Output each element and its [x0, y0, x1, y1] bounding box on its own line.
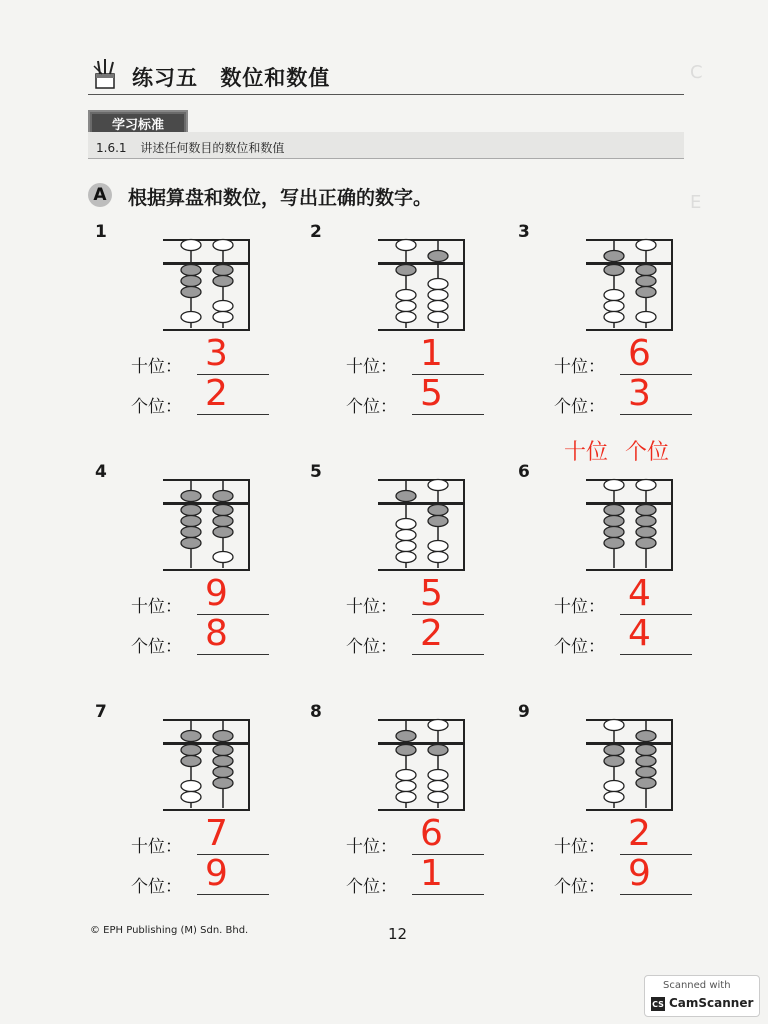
answer-line[interactable] [197, 654, 269, 655]
camscanner-name: CamScanner [669, 996, 754, 1010]
abacus-beam [163, 262, 249, 265]
abacus-frame [163, 240, 249, 330]
abacus-bead-resting [428, 781, 448, 792]
abacus-bead-counted [213, 276, 233, 287]
answer-line[interactable] [412, 414, 484, 415]
abacus-bead-resting [396, 519, 416, 530]
abacus-bead-counted [636, 756, 656, 767]
abacus-diagram [161, 714, 251, 814]
tens-label: 十位： [346, 597, 397, 617]
abacus-bead-counted [181, 276, 201, 287]
abacus-bead-resting [396, 530, 416, 541]
abacus-beam [163, 742, 249, 745]
abacus-bead-counted [181, 265, 201, 276]
ones-label: 个位： [131, 397, 182, 417]
bleed-through-text: E [690, 192, 702, 213]
abacus-bead-counted [213, 491, 233, 502]
abacus-bead-counted [213, 265, 233, 276]
tens-label: 十位： [554, 837, 605, 857]
answer-line[interactable] [197, 894, 269, 895]
abacus-frame [378, 240, 464, 330]
abacus-bead-resting [396, 541, 416, 552]
abacus-bead-counted [181, 505, 201, 516]
abacus-bead-resting [428, 301, 448, 312]
abacus-bead-resting [396, 312, 416, 323]
annotation-ones: 个位 [625, 440, 670, 465]
abacus-bead-resting [396, 770, 416, 781]
answer-line[interactable] [620, 894, 692, 895]
abacus-bead-counted [396, 731, 416, 742]
abacus-bead-counted [396, 491, 416, 502]
abacus-frame [378, 480, 464, 570]
abacus-beam [586, 742, 672, 745]
standard-code: 1.6.1 [96, 141, 127, 155]
tens-label: 十位： [131, 597, 182, 617]
question-number: 3 [518, 222, 530, 242]
answer-line[interactable] [412, 654, 484, 655]
abacus-bead-resting [396, 240, 416, 251]
abacus-diagram [376, 714, 466, 814]
abacus-bead-resting [428, 770, 448, 781]
exercise-title: 数位和数值 [220, 66, 331, 90]
abacus-bead-resting [428, 290, 448, 301]
abacus-bead-resting [213, 301, 233, 312]
abacus-bead-counted [181, 538, 201, 549]
answer-line[interactable] [412, 894, 484, 895]
abacus-diagram [376, 474, 466, 574]
section-instruction: 根据算盘和数位，写出正确的数字。 [128, 187, 433, 209]
question-number: 8 [310, 702, 322, 722]
abacus-bead-counted [636, 505, 656, 516]
ones-label: 个位： [346, 637, 397, 657]
question-number: 6 [518, 462, 530, 482]
tens-answer: 9 [205, 573, 228, 614]
abacus-bead-resting [181, 240, 201, 251]
abacus-bead-resting [636, 240, 656, 251]
abacus-bead-counted [213, 745, 233, 756]
abacus-beam [586, 262, 672, 265]
abacus-bead-counted [213, 505, 233, 516]
publisher-credit: © EPH Publishing (M) Sdn. Bhd. [90, 925, 249, 936]
abacus-bead-counted [181, 756, 201, 767]
abacus-bead-resting [428, 279, 448, 290]
abacus-bead-counted [396, 265, 416, 276]
ones-answer: 1 [420, 853, 443, 894]
abacus-bead-counted [428, 505, 448, 516]
abacus-bead-counted [636, 287, 656, 298]
abacus-bead-counted [213, 731, 233, 742]
abacus-bead-resting [604, 312, 624, 323]
abacus-bead-resting [396, 552, 416, 563]
ones-label: 个位： [346, 397, 397, 417]
ones-answer: 3 [628, 373, 651, 414]
ones-answer: 2 [205, 373, 228, 414]
abacus-frame [586, 720, 672, 810]
tens-label: 十位： [554, 597, 605, 617]
question-number: 2 [310, 222, 322, 242]
answer-line[interactable] [620, 654, 692, 655]
abacus-bead-resting [604, 720, 624, 731]
tens-answer: 2 [628, 813, 651, 854]
question-number: 7 [95, 702, 107, 722]
annotation-tens: 十位 [564, 440, 609, 465]
abacus-frame [163, 720, 249, 810]
abacus-bead-counted [636, 516, 656, 527]
abacus-bead-counted [636, 276, 656, 287]
abacus-bead-resting [181, 312, 201, 323]
abacus-diagram [161, 474, 251, 574]
abacus-bead-counted [428, 516, 448, 527]
abacus-bead-counted [604, 505, 624, 516]
ones-label: 个位： [131, 877, 182, 897]
abacus-bead-resting [213, 312, 233, 323]
abacus-bead-resting [428, 541, 448, 552]
abacus-bead-counted [181, 491, 201, 502]
ones-label: 个位： [554, 877, 605, 897]
ones-answer: 8 [205, 613, 228, 654]
abacus-bead-counted [604, 745, 624, 756]
abacus-diagram [584, 714, 674, 814]
section-letter: A [88, 183, 112, 207]
abacus-bead-counted [604, 251, 624, 262]
abacus-bead-resting [181, 792, 201, 803]
ones-label: 个位： [554, 637, 605, 657]
abacus-bead-counted [181, 731, 201, 742]
abacus-bead-counted [604, 527, 624, 538]
abacus-bead-resting [636, 480, 656, 491]
tens-label: 十位： [131, 837, 182, 857]
abacus-bead-counted [181, 527, 201, 538]
answer-line[interactable] [197, 414, 269, 415]
abacus-bead-counted [181, 745, 201, 756]
abacus-bead-counted [604, 516, 624, 527]
abacus-beam [163, 502, 249, 505]
ones-label: 个位： [554, 397, 605, 417]
abacus-beam [378, 742, 464, 745]
question-number: 9 [518, 702, 530, 722]
page-title [132, 62, 330, 92]
ones-answer: 4 [628, 613, 651, 654]
abacus-bead-resting [604, 480, 624, 491]
page-number: 12 [388, 925, 408, 943]
abacus-diagram [376, 234, 466, 334]
tens-answer: 4 [628, 573, 651, 614]
abacus-bead-resting [428, 480, 448, 491]
exercise-number: 练习五 [132, 66, 198, 90]
abacus-bead-counted [604, 756, 624, 767]
abacus-bead-counted [636, 745, 656, 756]
abacus-frame [163, 480, 249, 570]
standard-text: 讲述任何数目的数位和数值 [140, 141, 285, 155]
abacus-bead-counted [636, 538, 656, 549]
tens-answer: 5 [420, 573, 443, 614]
abacus-frame [586, 480, 672, 570]
tens-answer: 6 [420, 813, 443, 854]
abacus-bead-resting [428, 312, 448, 323]
abacus-bead-counted [636, 778, 656, 789]
abacus-bead-resting [396, 301, 416, 312]
bleed-through-text: C [690, 62, 703, 83]
header-divider [88, 94, 684, 95]
standard-badge: 学习标准 [88, 110, 188, 136]
abacus-bead-resting [428, 552, 448, 563]
abacus-bead-resting [213, 240, 233, 251]
abacus-bead-counted [396, 745, 416, 756]
scanned-with-text: Scanned with [663, 980, 731, 991]
abacus-frame [378, 720, 464, 810]
learning-standard [96, 139, 284, 156]
tens-label: 十位： [554, 357, 605, 377]
tens-label: 十位： [346, 357, 397, 377]
ones-answer: 5 [420, 373, 443, 414]
ones-label: 个位： [346, 877, 397, 897]
abacus-beam [378, 262, 464, 265]
abacus-bead-counted [181, 516, 201, 527]
camscanner-watermark [644, 975, 760, 1017]
abacus-bead-counted [428, 251, 448, 262]
handwritten-place-annotation [564, 435, 679, 466]
abacus-diagram [584, 234, 674, 334]
tens-answer: 1 [420, 333, 443, 374]
abacus-bead-resting [604, 301, 624, 312]
abacus-bead-counted [213, 527, 233, 538]
abacus-bead-resting [396, 781, 416, 792]
abacus-bead-counted [181, 287, 201, 298]
abacus-bead-resting [636, 312, 656, 323]
tens-answer: 3 [205, 333, 228, 374]
abacus-bead-counted [636, 527, 656, 538]
abacus-bead-resting [181, 781, 201, 792]
abacus-bead-counted [636, 767, 656, 778]
pencil-cup-icon [90, 58, 120, 90]
abacus-frame [586, 240, 672, 330]
abacus-bead-resting [604, 290, 624, 301]
ones-answer: 9 [628, 853, 651, 894]
tens-label: 十位： [346, 837, 397, 857]
tens-label: 十位： [131, 357, 182, 377]
abacus-bead-resting [396, 290, 416, 301]
abacus-bead-counted [604, 538, 624, 549]
abacus-bead-resting [604, 781, 624, 792]
abacus-beam [378, 502, 464, 505]
abacus-bead-counted [636, 265, 656, 276]
abacus-beam [586, 502, 672, 505]
abacus-bead-counted [213, 778, 233, 789]
abacus-bead-resting [428, 720, 448, 731]
camscanner-logo-icon: CS [651, 997, 665, 1011]
abacus-bead-counted [213, 516, 233, 527]
abacus-diagram [584, 474, 674, 574]
answer-line[interactable] [620, 414, 692, 415]
tens-answer: 6 [628, 333, 651, 374]
ones-answer: 2 [420, 613, 443, 654]
abacus-bead-counted [428, 745, 448, 756]
abacus-diagram [161, 234, 251, 334]
abacus-bead-counted [604, 265, 624, 276]
ones-label: 个位： [131, 637, 182, 657]
abacus-bead-resting [396, 792, 416, 803]
tens-answer: 7 [205, 813, 228, 854]
question-number: 4 [95, 462, 107, 482]
ones-answer: 9 [205, 853, 228, 894]
abacus-bead-resting [428, 792, 448, 803]
abacus-bead-resting [604, 792, 624, 803]
question-number: 5 [310, 462, 322, 482]
abacus-bead-counted [213, 767, 233, 778]
abacus-bead-counted [636, 731, 656, 742]
abacus-bead-counted [213, 756, 233, 767]
abacus-bead-resting [213, 552, 233, 563]
question-number: 1 [95, 222, 107, 242]
